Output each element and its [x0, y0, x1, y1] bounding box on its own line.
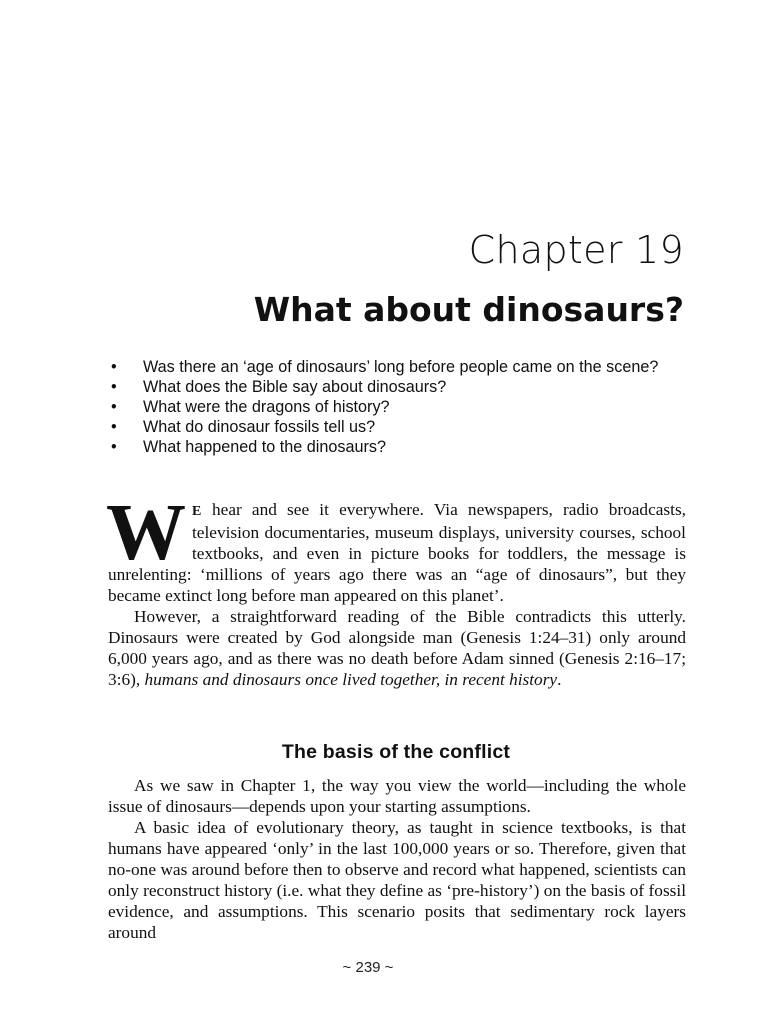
list-item: • What do dinosaur fossils tell us? [111, 418, 376, 436]
page-number: ~ 239 ~ [342, 959, 394, 976]
question-list [108, 357, 688, 457]
chapter-title: What about dinosaurs? [253, 290, 684, 329]
section-paragraph-1: As we saw in Chapter 1, the way you view the world—including the whole issue of dinosaurs—depends upon your starting assumptions. [108, 776, 686, 816]
drop-cap: W [106, 489, 186, 577]
list-item: • What does the Bible say about dinosaurs? [111, 378, 447, 396]
list-item: • What were the dragons of history? [111, 398, 390, 416]
bullet-icon: • [111, 358, 117, 376]
list-item: • What happened to the dinosaurs? [111, 438, 386, 456]
section-text [108, 775, 686, 943]
bullet-icon: • [111, 418, 117, 436]
bullet-icon: • [111, 398, 117, 416]
section-paragraph-2: A basic idea of evolutionary theory, as taught in science textbooks, is that humans have appeared ‘only’ in the last 100,000 years or so. Therefore, given that no-one was around before then to observe and record what happened, scientists can only reconstruct history (i.e. what they define as ‘pre-history’) on the basis of fossil evidence, and assumptions. This scenario posits that sedimentary rock layers around [108, 818, 686, 942]
intro-paragraph-1: W E hear and see it everywhere. Via newspapers, radio broadcasts, television documentaries, museum displays, university courses, school textbooks, and even in picture books for toddlers, the message is unrelenting: ‘millions of years ago there was an “age of dinosaurs”, but they became extinct long before man appeared on this planet’. [106, 489, 686, 605]
chapter-label: Chapter 19 [468, 228, 684, 272]
bullet-icon: • [111, 378, 117, 396]
small-cap: E [192, 504, 202, 519]
emphasis-text: humans and dinosaurs once lived together, in recent history [144, 670, 558, 689]
bullet-icon: • [111, 438, 117, 456]
section-heading: The basis of the conflict [281, 741, 511, 763]
list-item: • Was there an ‘age of dinosaurs’ long before people came on the scene? [111, 358, 659, 376]
intro-text [106, 489, 686, 690]
intro-paragraph-2: However, a straightforward reading of the Bible contradicts this utterly. Dinosaurs were created by God alongside man (Genesis 1:24–31) only around 6,000 years ago, and as there was no death before Adam sinned (Genesis 2:16–17; 3:6), humans and dinosaurs once lived together, in recent history. [108, 607, 686, 689]
